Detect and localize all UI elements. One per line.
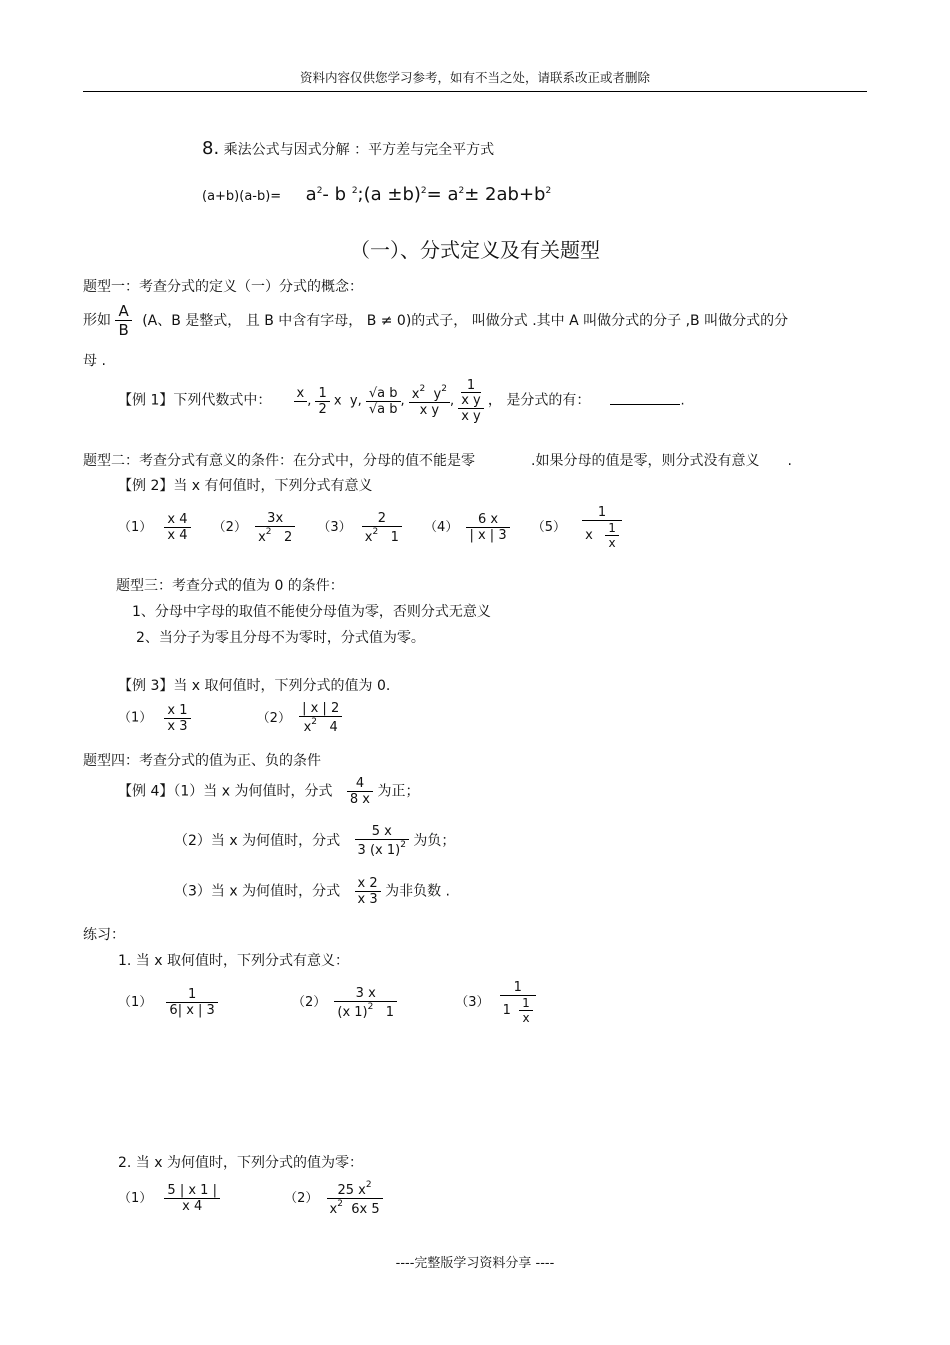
type4-heading: 题型四：考查分式的值为正、负的条件 — [83, 753, 321, 769]
expr-sqrt: $\frac{\text{√a b}}{\text{√a b}}$ — [366, 386, 401, 417]
pq1-frac-2: $\frac{3 x}{(x 1)^2 1}$ — [334, 986, 397, 1020]
ex3-frac-2: $\frac{| x | 2}{x^2 4}$ — [299, 701, 342, 735]
expr-squares: $\frac{x^2 y^2}{\text{x y}}$ — [409, 384, 450, 418]
ex2-frac-5: 1 x $\frac{1}{x}$ — [582, 505, 622, 550]
type3-point-2: 2、当分子为零且分母不为零时，分式值为零。 — [136, 630, 425, 646]
type3-heading: 题型三：考查分式的值为 0 的条件： — [116, 578, 344, 594]
practice-q2-items: （1） $\frac{5 | x 1 |}{x 4}$ （2） $\frac{25 x^2}{x^2 6x 5}$ — [118, 1180, 383, 1217]
page-header: 资料内容仅供您学习参考，如有不当之处，请联系改正或者删除 — [299, 70, 650, 85]
ex2-frac-2: $\frac{3x}{x^2 2}$ — [255, 511, 295, 545]
formula-line — [202, 184, 551, 205]
pq2-frac-1: $\frac{5 | x 1 |}{x 4}$ — [164, 1183, 220, 1214]
type3-point-1: 1、分母中字母的取值不能使分母值为零，否则分式无意义 — [132, 604, 491, 620]
example-2-label: 【例 2】当 x 有何值时，下列分式有意义 — [118, 478, 373, 494]
example-1: 【例 1】下列代数式中： x , $\frac{1}{2}$ x y, $\frac{\text{√a b}}{\text{√a b}}$ , $\frac{x^2 y^2}{\text{x y}}$ , 1 x y x y ， 是分式的有： . — [118, 378, 685, 424]
practice-q1-items: （1） $\frac{1}{6| x | 3}$ （2） $\frac{3 x}{(x 1)^2 1}$ （3） 1 1 $\frac{1}{x}$ — [118, 980, 536, 1025]
formula-body: $a^2-$ b $^2$;(a $\pm b)^2= a^2\pm 2ab+b^2$ — [305, 184, 552, 205]
example-4-line-1: 【例 4】（1）当 x 为何值时，分式 $\frac{4}{8 x}$ 为正； — [118, 776, 420, 807]
page-footer: ----完整版学习资料分享 ---- — [395, 1256, 555, 1271]
formula-prefix: (a+b)(a-b)= — [202, 189, 282, 204]
type1-definition-cont: 母 . — [83, 353, 106, 369]
ex4-frac-2: $\frac{5 x}{3 (x 1)^2}$ — [355, 824, 409, 858]
example-3-items: （1） $\frac{x 1}{x 3}$ （2） $\frac{| x | 2}{x^2 4}$ — [118, 701, 342, 735]
type2-heading: 题型二：考查分式有意义的条件：在分式中，分母的值不能是零 .如果分母的值是零，则分式没有意义 . — [83, 453, 792, 469]
answer-blank[interactable] — [610, 404, 680, 405]
expr-complex: 1 x y x y — [458, 378, 484, 424]
section-8-heading — [202, 138, 494, 159]
expr-half: $\frac{1}{2}$ — [315, 386, 329, 417]
section-number: 8. — [202, 138, 220, 159]
pq1-frac-1: $\frac{1}{6| x | 3}$ — [166, 987, 217, 1018]
expr-x-over-pi: x — [294, 386, 308, 417]
example-2-items: （1） $\frac{x 4}{x 4}$ （2） $\frac{3x}{x^2 2}$ （3） $\frac{2}{x^2 1}$ （4） $\frac{6 x}{| x | 3}$ （5） 1 x $\frac{1}{x}$ — [118, 505, 622, 550]
page-title: （一）、分式定义及有关题型 — [350, 238, 600, 262]
ex3-frac-1: $\frac{x 1}{x 3}$ — [164, 703, 190, 734]
example-3-label: 【例 3】当 x 取何值时，下列分式的值为 0. — [118, 678, 391, 694]
fraction-a-over-b: $\frac{A}{B}$ — [115, 302, 131, 339]
type1-definition: 形如 $\frac{A}{B}$ (A、B 是整式， 且 B 中含有字母， B ≠ 0)的式子， 叫做分式 .其中 A 叫做分式的分子 ,B 叫做分式的分 — [83, 302, 789, 339]
header-rule — [83, 91, 867, 92]
type1-heading: 题型一：考查分式的定义（一）分式的概念： — [83, 279, 363, 295]
practice-q2: 2. 当 x 为何值时，下列分式的值为零： — [118, 1155, 363, 1171]
pq1-frac-3: 1 1 $\frac{1}{x}$ — [500, 980, 536, 1025]
example-4-line-2: （2）当 x 为何值时，分式 $\frac{5 x}{3 (x 1)^2}$ 为负； — [174, 824, 456, 858]
ex4-frac-1: $\frac{4}{8 x}$ — [347, 776, 373, 807]
ex2-frac-3: $\frac{2}{x^2 1}$ — [362, 511, 402, 545]
section-title: 乘法公式与因式分解 ：平方差与完全平方式 — [223, 142, 495, 158]
practice-q1: 1. 当 x 取何值时，下列分式有意义： — [118, 953, 349, 969]
pq2-frac-2: $\frac{25 x^2}{x^2 6x 5}$ — [327, 1180, 383, 1217]
ex2-frac-4: $\frac{6 x}{| x | 3}$ — [466, 512, 509, 543]
ex2-frac-1: $\frac{x 4}{x 4}$ — [164, 512, 190, 543]
example-4-line-3: （3）当 x 为何值时，分式 $\frac{x 2}{x 3}$ 为非负数 . — [174, 876, 451, 907]
ex4-frac-3: $\frac{x 2}{x 3}$ — [355, 876, 381, 907]
practice-label: 练习： — [83, 927, 125, 943]
